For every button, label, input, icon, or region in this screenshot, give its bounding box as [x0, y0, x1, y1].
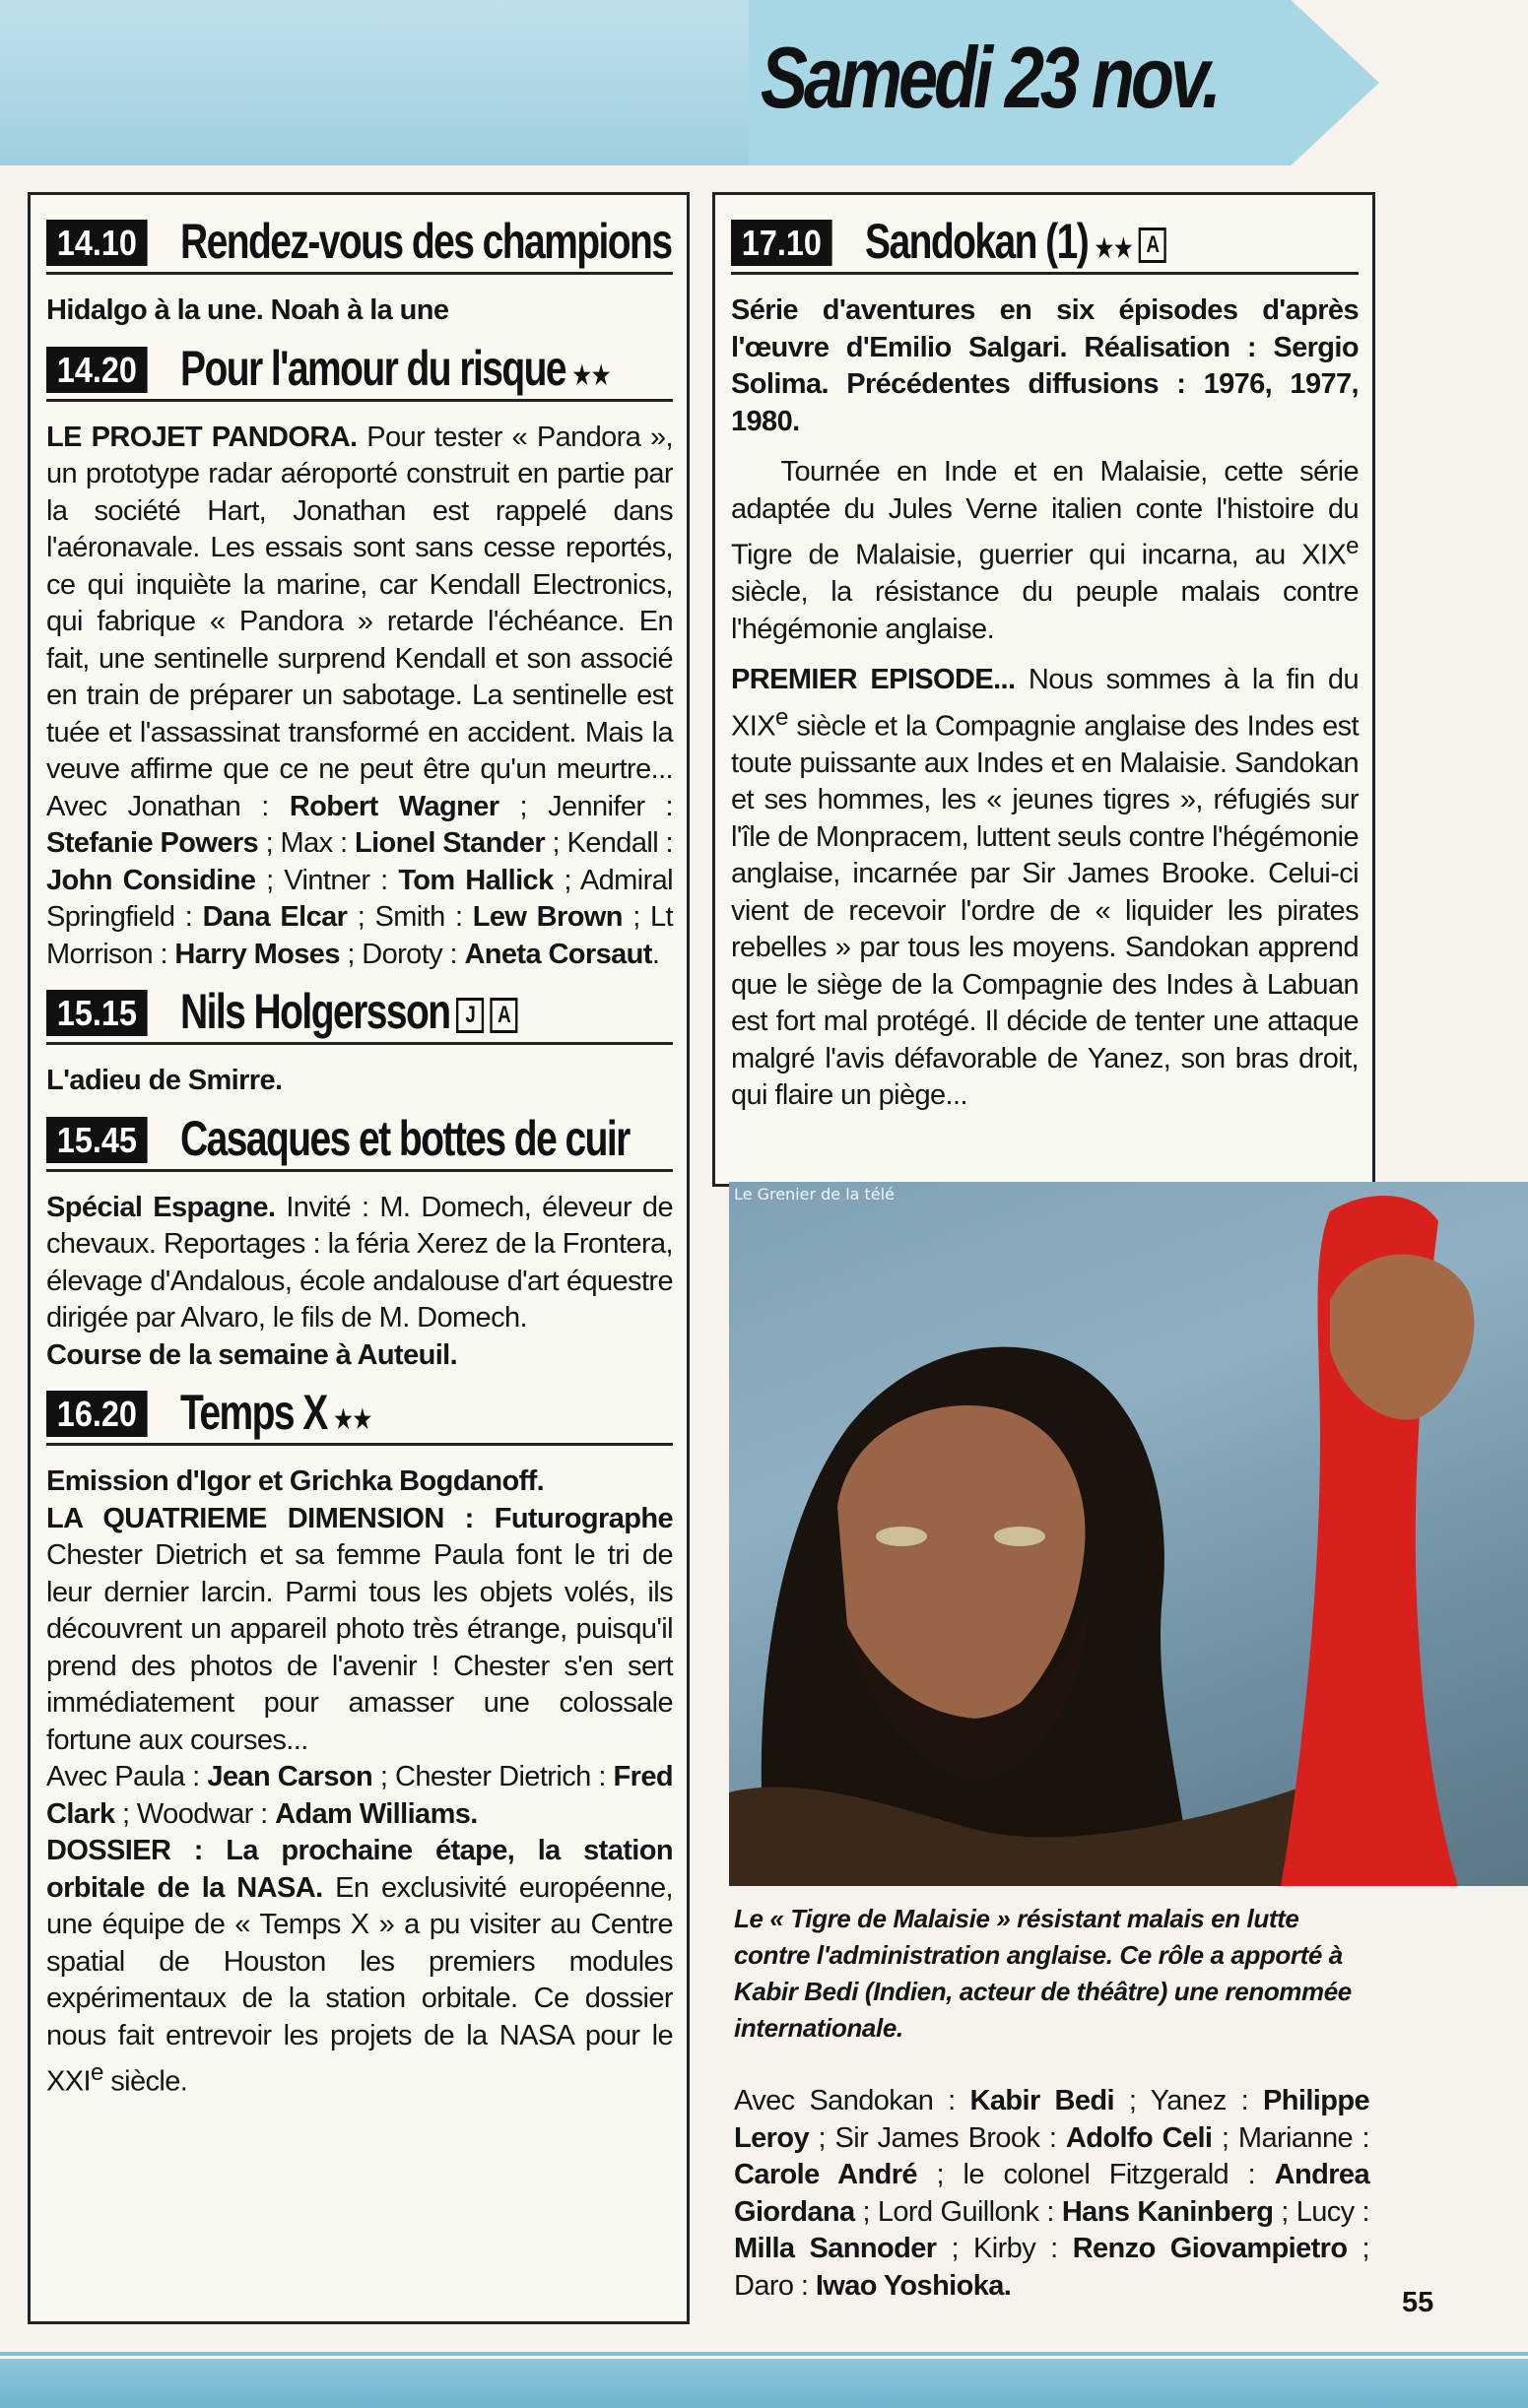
- page-number: 55: [1402, 2287, 1434, 2318]
- programme-time: 16.20: [46, 1391, 148, 1437]
- programme-title: Nils Holgersson J A: [180, 987, 517, 1036]
- programme-time: 14.10: [46, 220, 148, 266]
- programme-nils-holgersson: [46, 984, 673, 1100]
- rating-stars: ★★: [571, 358, 611, 392]
- programme-rendez-vous-des-champions: [46, 214, 673, 330]
- programme-time: 15.45: [46, 1117, 148, 1163]
- programme-time: 14.20: [46, 347, 148, 393]
- programme-title: Sandokan (1) ★★ A: [865, 217, 1166, 266]
- programme-description: L'adieu de Smirre.: [46, 1065, 283, 1096]
- programme-title: Casaques et bottes de cuir: [180, 1110, 630, 1166]
- rating-stars: ★★: [1094, 232, 1133, 265]
- programme-description: Emission d'Igor et Grichka Bogdanoff. LA QUATRIEME DIMENSION : Futurographe Chester Dietrich et sa femme Paula font le tri de leur dernier larcin. Parmi tous les objets volés, ils découvrent un appareil photo très étrange, puisqu'il prend des photos de l'avenir ! Chester s'en sert immédiatement pour amasser une colossale fortune aux courses... Avec Paula : Jean Carson ; Chester Dietrich : Fred Clark ; Woodwar : Adam Williams. DOSSIER : La prochaine étape, la station orbitale de la NASA. En exclusivité européenne, une équipe de « Temps X » a pu visiter au Centre spatial de Houston les premiers modules expérimentaux de la station orbitale. Ce dossier nous fait entrevoir les projets de la NASA pour le XXIe siècle.: [46, 1465, 673, 2098]
- badge-a-icon: A: [1139, 228, 1166, 263]
- photo-credit: Le Grenier de la télé: [734, 1185, 895, 1204]
- programme-title: Rendez-vous des champions: [180, 214, 672, 269]
- programme-title: Pour l'amour du risque ★★: [180, 340, 611, 396]
- programme-description: PREMIER EPISODE... Nous sommes à la fin du XIXe siècle et la Compagnie anglaise des Indes est toute puissante aux Indes et en Malaisie. Sandokan et ses hommes, les « jeunes tigres », réfugiés sur l'île de Monpracem, luttent seuls contre l'hégémonie anglaise, incarnée par Sir James Brooke. Celui-ci vient de recevoir l'ordre de « liquider les pirates rebelles » par tous les moyens. Sandokan apprend que le siège de la Compagnie des Indes à Labuan est fort mal protégé. Il décide de tenter une attaque malgré l'avis défavorable de Yanez, son bras droit, qui flaire un piège...: [731, 664, 1359, 1112]
- programme-header: [46, 340, 673, 402]
- left-eye: [876, 1527, 927, 1546]
- programme-header: [46, 214, 673, 275]
- programme-description: Spécial Espagne. Invité : M. Domech, éleveur de chevaux. Reportages : la féria Xerez de la Frontera, élevage d'Andalous, école andalouse d'art équestre dirigée par Alvaro, le fils de M. Domech. Course de la semaine à Auteuil.: [46, 1191, 673, 1371]
- rating-stars: ★★: [333, 1403, 371, 1436]
- programme-time: 15.15: [46, 990, 148, 1036]
- programme-header: [46, 1385, 673, 1446]
- programme-header: [46, 1110, 673, 1172]
- programme-casaques-et-bottes-de-cuir: [46, 1110, 673, 1375]
- sandokan-cast: Avec Sandokan : Kabir Bedi ; Yanez : Philippe Leroy ; Sir James Brook : Adolfo Celi ; Marianne : Carole André ; le colonel Fitzgerald : Andrea Giordana ; Lord Guillonk : Hans Kaninberg ; Lucy : Milla Sannoder ; Kirby : Renzo Giovampietro ; Daro : Iwao Yoshioka.: [734, 2085, 1369, 2302]
- badge-a-icon: A: [490, 998, 517, 1033]
- left-column: [28, 192, 690, 2324]
- programme-description: LE PROJET PANDORA. Pour tester « Pandora », un prototype radar aéroporté construit en partie par la société Hart, Jonathan est rappelé dans l'aéronavale. Les essais sont sans cesse reportés, ce qui inquiète la marine, car Kendall Electronics, qui fabrique « Pandora » retarde l'échéance. En fait, une sentinelle surprend Kendall et son associé en train de préparer un sabotage. La sentinelle est tuée et l'assassinat transformé en accident. Mais la veuve affirme que ce ne peut être qu'un meurtre... Avec Jonathan : Robert Wagner ; Jennifer : Stefanie Powers ; Max : Lionel Stander ; Kendall : John Considine ; Vintner : Tom Hallick ; Admiral Springfield : Dana Elcar ; Smith : Lew Brown ; Lt Morrison : Harry Moses ; Doroty : Aneta Corsaut.: [46, 421, 674, 970]
- right-column: [712, 192, 1375, 1187]
- programme-header: [46, 984, 673, 1045]
- badge-j-icon: J: [456, 998, 484, 1033]
- right-eye: [994, 1527, 1045, 1546]
- programme-header: [731, 214, 1359, 275]
- programme-time: 17.10: [731, 220, 832, 266]
- photo-caption: Le « Tigre de Malaisie » résistant malais en lutte contre l'administration anglaise. Ce rôle a apporté à Kabir Bedi (Indien, acteur de théâtre) une renommée internationale.: [734, 1904, 1352, 2043]
- sandokan-photo: [729, 1182, 1528, 1886]
- portrait-illustration: [729, 1182, 1528, 1886]
- programme-description: Série d'aventures en six épisodes d'après l'œuvre d'Emilio Salgari. Réalisation : Sergio Solima. Précédentes diffusions : 1976, 1977, 1980.: [731, 294, 1359, 437]
- bottom-line: [0, 2352, 1528, 2356]
- programme-description: Tournée en Inde et en Malaisie, cette série adaptée du Jules Verne italien conte l'histoire du Tigre de Malaisie, guerrier qui incarna, au XIXe siècle, la résistance du peuple malais contre l'hégémonie anglaise.: [731, 456, 1359, 645]
- programme-temps-x: [46, 1385, 673, 2101]
- programme-title: Temps X ★★: [180, 1385, 371, 1440]
- programme-pour-l-amour-du-risque: [46, 340, 674, 974]
- programme-sandokan-1: [731, 214, 1359, 1115]
- page-date-title: Samedi 23 nov.: [760, 29, 1218, 126]
- programme-description: Hidalgo à la une. Noah à la une: [46, 294, 449, 326]
- bottom-band: [0, 2359, 1528, 2408]
